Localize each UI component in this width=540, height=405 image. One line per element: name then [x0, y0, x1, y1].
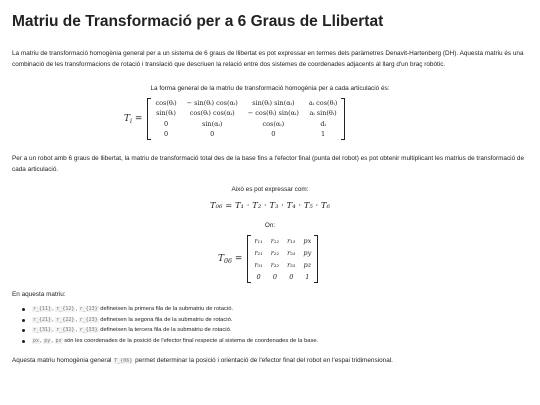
ti-matrix-cell: dᵢ: [320, 119, 326, 128]
ti-matrix-row: [150, 109, 342, 120]
ti-matrix-row: [150, 98, 342, 109]
t06-matrix-row: [250, 235, 315, 247]
ti-matrix-cell: 0: [163, 119, 169, 128]
list-item-text: defineixen la segona fila de la submatriu de rotació.: [100, 316, 233, 323]
ti-matrix-row: [150, 130, 342, 141]
ti-matrix: [150, 98, 342, 140]
ti-matrix-cell: 0: [271, 130, 276, 139]
inline-code: r_{13}: [79, 306, 98, 312]
ti-matrix-cell: − cos(θᵢ) sin(αᵢ): [247, 109, 299, 118]
t06-matrix-cell: py: [303, 248, 312, 257]
t06-matrix-row: [250, 247, 315, 259]
conclusion-after: permet determinar la posició i orientació de l'efector final del robot en l'espai tridimensional.: [135, 357, 393, 364]
t06-matrix-cell: 1: [305, 272, 310, 281]
ti-matrix-brackets: [147, 98, 345, 140]
t06-matrix-cell: r₂₂: [270, 248, 280, 257]
general-form-caption: La forma general de la matriu de transformació homogènia per a cada articulació és:: [150, 85, 390, 92]
page-title: Matriu de Transformació per a 6 Graus de Llibertat: [12, 13, 384, 30]
t06-matrix-cell: r₃₂: [270, 260, 280, 269]
ti-matrix-cell: cos(θᵢ): [155, 98, 177, 107]
t06-matrix-cell: r₃₃: [287, 260, 296, 269]
inline-code: r_{21}: [33, 316, 52, 323]
inline-code: r_{31}: [33, 327, 52, 333]
inline-code: r_{12}: [56, 306, 75, 312]
robot-paragraph: Per a un robot amb 6 graus de llibertat, la matriu de transformació total des de la base fins a l'efector final (punta del robot) es pot obtenir multiplicant les matrius de transformació de cada articulació.: [12, 155, 525, 173]
ti-matrix-cell: cos(θᵢ) cos(αᵢ): [189, 109, 235, 118]
list-item: r_{21}, r_{22}, r_{23} defineixen la segona fila de la submatriu de rotació.: [22, 315, 522, 326]
on-label: On:: [264, 222, 276, 229]
product-equation-rhs: = T₁ · T₂ · T₃ · T₄ · T₅ · T₆: [225, 201, 330, 211]
t06-matrix-cell: r₁₁: [254, 236, 263, 245]
list-item-text: defineixen la tercera fila de la submatriu de rotació.: [100, 327, 232, 333]
t06-matrix-cell: r₁₂: [270, 236, 280, 245]
t06-matrix-cell: 0: [272, 272, 277, 281]
t06-matrix: [250, 235, 315, 283]
t06-matrix-brackets: [247, 235, 318, 283]
intro-paragraph: La matriu de transformació homogènia general per a un sistema de 6 graus de llibertat es pot expressar en termes dels paràmetres Denavit-Hartenberg (DH). Aquesta matriu és una combinació de les transformacions de rotació i translació que descriuen la relació entre dos sistemes de coordenades adjacents al llarg d'un braç robòtic.: [12, 50, 524, 68]
ti-matrix-cell: sin(αᵢ): [202, 119, 223, 128]
inline-code: py: [44, 337, 51, 344]
list-item: px, py, pz són les coordenades de la posició de l'efector final respecte al sistema de coordenades de la base.: [22, 336, 522, 347]
bullet-list: [22, 304, 522, 346]
t06-matrix-cell: pz: [303, 260, 312, 269]
ti-matrix-cell: aᵢ sin(θᵢ): [309, 109, 337, 118]
list-item: r_{11}, r_{12}, r_{13} defineixen la primera fila de la submatriu de rotació.: [22, 304, 522, 315]
conclusion-paragraph: [12, 356, 528, 367]
list-item-text: defineixen la primera fila de la submatriu de rotació.: [100, 306, 234, 312]
t06-matrix-cell: r₃₁: [254, 260, 263, 269]
product-equation-lhs: T₀₆: [209, 201, 223, 211]
ti-matrix-cell: sin(θᵢ) sin(αᵢ): [252, 98, 295, 107]
ti-matrix-row: [150, 119, 342, 130]
t06-matrix-cell: 0: [256, 272, 261, 281]
t06-matrix-row: [250, 259, 315, 271]
ti-matrix-cell: aᵢ cos(θᵢ): [308, 98, 338, 107]
inline-code: pz: [55, 337, 62, 344]
t06-matrix-equation: [218, 235, 318, 283]
list-item-text: són les coordenades de la posició de l'efector final respecte al sistema de coordenades de la base.: [64, 337, 319, 344]
t06-matrix-cell: px: [303, 236, 312, 245]
ti-matrix-lhs: $T_i$ =: [124, 113, 143, 125]
conclusion-code: T_{06}: [114, 358, 133, 364]
t06-matrix-cell: r₁₃: [287, 236, 296, 245]
ti-matrix-cell: 0: [210, 130, 215, 139]
ti-matrix-cell: 1: [321, 130, 326, 139]
ti-matrix-cell: sin(θᵢ): [156, 109, 176, 118]
t06-matrix-lhs: $T_{06}$ =: [218, 253, 243, 265]
inline-code: r_{33}: [79, 327, 98, 333]
t06-matrix-cell: 0: [289, 272, 294, 281]
ti-matrix-equation: [124, 98, 345, 140]
t06-matrix-cell: r₂₁: [254, 248, 263, 257]
inline-code: px: [33, 337, 40, 344]
list-item: r_{31}, r_{32}, r_{33} defineixen la tercera fila de la submatriu de rotació.: [22, 325, 522, 336]
ti-matrix-cell: cos(αᵢ): [262, 119, 285, 128]
inline-code: r_{22}: [56, 316, 75, 323]
in-this-matrix-label: En aquesta matriu:: [12, 291, 66, 298]
conclusion-before: Aquesta matriu homogènia general: [12, 357, 112, 364]
inline-code: r_{32}: [56, 327, 75, 333]
t06-matrix-row: [250, 271, 315, 283]
ti-matrix-cell: − sin(θᵢ) cos(αᵢ): [186, 98, 238, 107]
product-equation: [0, 201, 540, 211]
inline-code: r_{23}: [79, 316, 98, 323]
t06-matrix-cell: r₂₃: [287, 248, 296, 257]
ti-matrix-cell: 0: [163, 130, 169, 139]
inline-code: r_{11}: [33, 306, 52, 312]
express-caption: Això es pot expressar com:: [231, 186, 309, 193]
